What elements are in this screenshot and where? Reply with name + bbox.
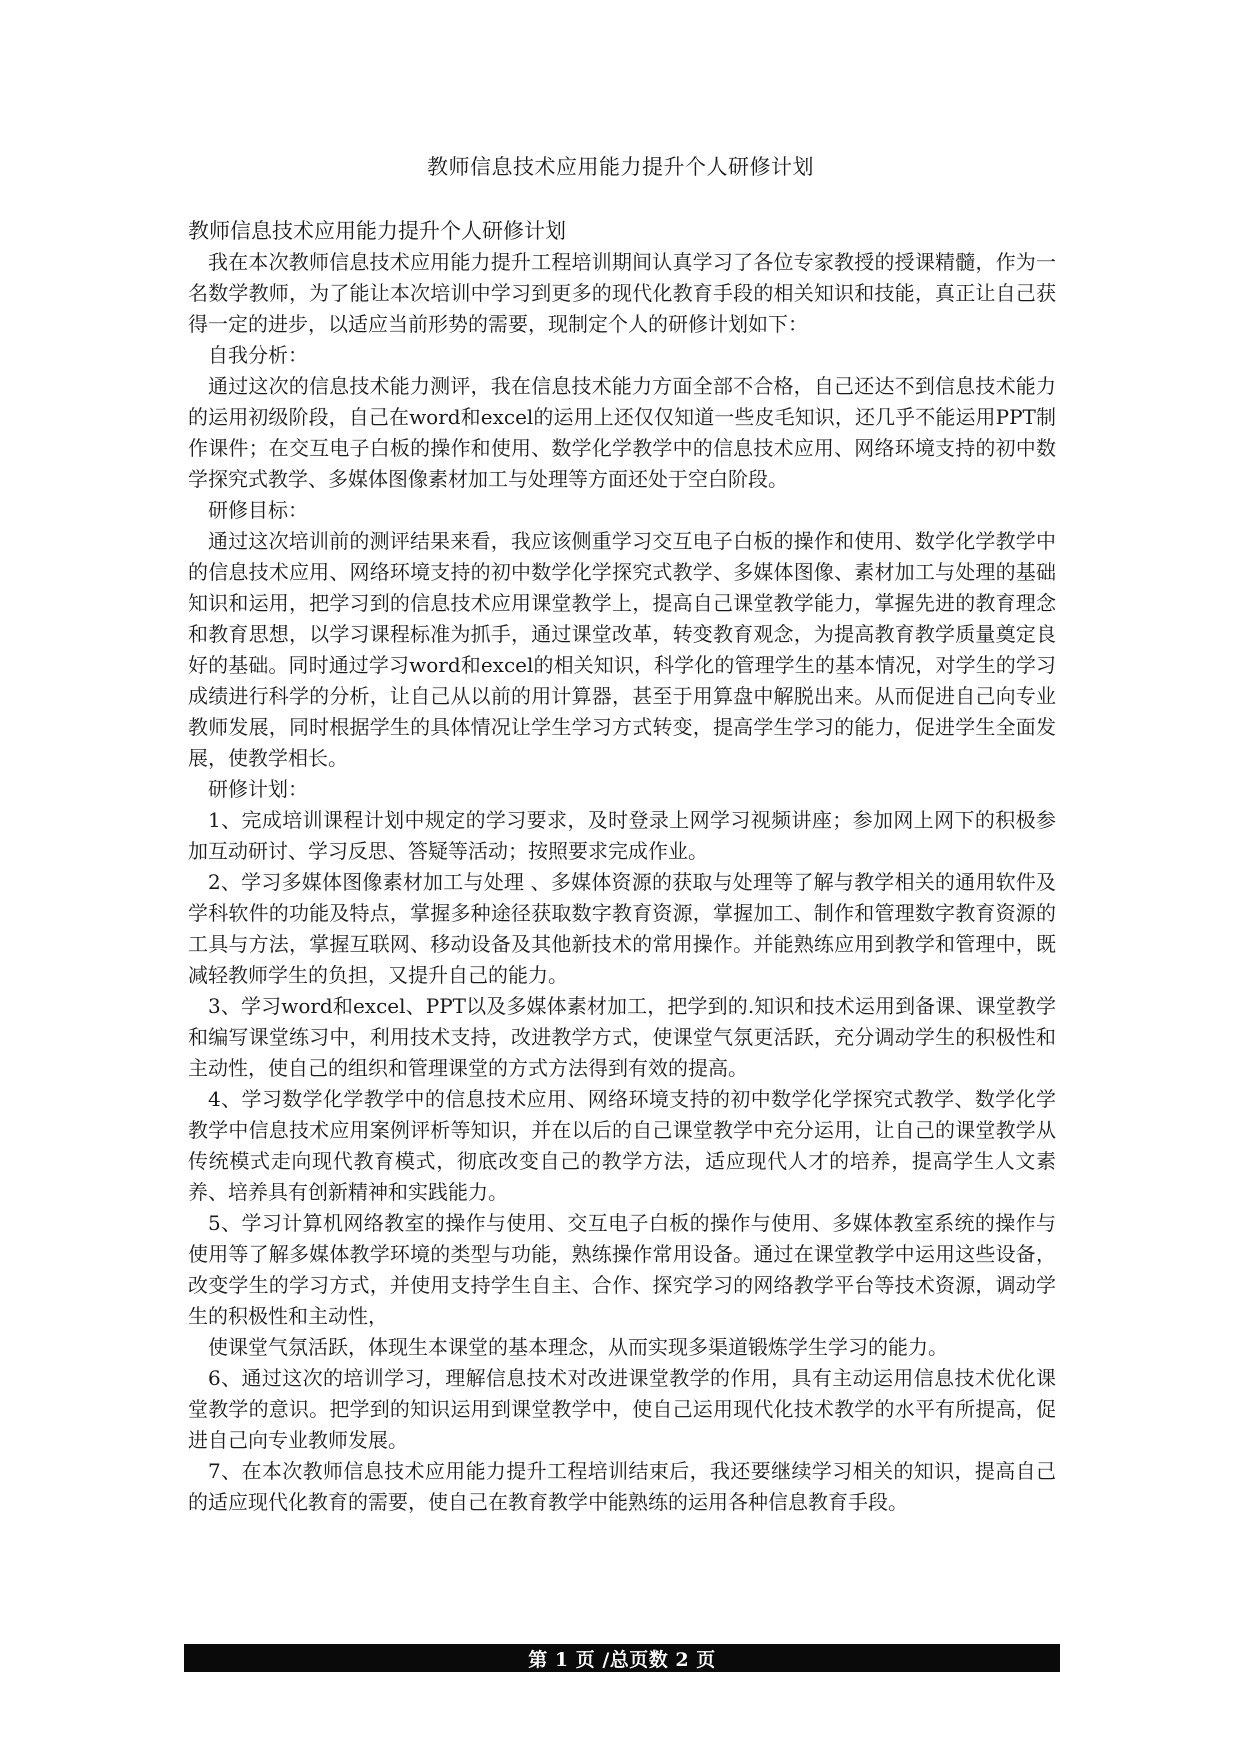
document-heading: 教师信息技术应用能力提升个人研修计划	[188, 219, 566, 243]
plan-item-7: 7、在本次教师信息技术应用能力提升工程培训结束后，我还要继续学习相关的知识，提高自己的适应现代化教育的需要，使自己在教育教学中能熟练的运用各种信息教育手段。	[188, 1459, 1056, 1514]
plan-item-5: 5、学习计算机网络教室的操作与使用、交互电子白板的操作与使用、多媒体教室系统的操作与使用等了解多媒体教学环境的类型与功能，熟练操作常用设备。通过在课堂教学中运用这些设备，改变学生的学习方式，并使用支持学生自主、合作、探究学习的网络教学平台等技术资源，调动学生的积极性和主动性，	[188, 1211, 1056, 1328]
document-body	[188, 216, 1056, 1518]
page-indicator: 第 1 页 /总页数 2 页	[528, 1648, 716, 1671]
plan-item-5-continued: 使课堂气氛活跃，体现生本课堂的基本理念，从而实现多渠道锻炼学生学习的能力。	[208, 1335, 948, 1359]
plan-item-6: 6、通过这次的培训学习，理解信息技术对改进课堂教学的作用，具有主动运用信息技术优化课堂教学的意识。把学到的知识运用到课堂教学中，使自己运用现代化技术教学的水平有所提高，促进自己向专业教师发展。	[188, 1366, 1056, 1452]
intro-paragraph: 我在本次教师信息技术应用能力提升工程培训期间认真学习了各位专家教授的授课精髓，作为一名数学教师，为了能让本次培训中学习到更多的现代化教育手段的相关知识和技能，真正让自己获得一定的进步，以适应当前形势的需要，现制定个人的研修计划如下：	[188, 250, 1056, 336]
page-footer	[184, 1644, 1060, 1672]
plan-item-4: 4、学习数学化学教学中的信息技术应用、网络环境支持的初中数学化学探究式教学、数学化学教学中信息技术应用案例评析等知识，并在以后的自己课堂教学中充分运用，让自己的课堂教学从传统模式走向现代教育模式，彻底改变自己的教学方法，适应现代人才的培养，提高学生人文素养、培养具有创新精神和实践能力。	[188, 1087, 1056, 1204]
self-analysis-paragraph: 通过这次的信息技术能力测评，我在信息技术能力方面全部不合格，自己还达不到信息技术能力的运用初级阶段，自己在word和excel的运用上还仅仅知道一些皮毛知识，还几乎不能运用PPT制作课件；在交互电子白板的操作和使用、数学化学教学中的信息技术应用、网络环境支持的初中数学探究式教学、多媒体图像素材加工与处理等方面还处于空白阶段。	[188, 374, 1056, 491]
section-label-self-analysis: 自我分析：	[208, 343, 308, 367]
section-label-plan: 研修计划：	[208, 777, 308, 801]
section-label-goals: 研修目标：	[208, 498, 308, 522]
plan-item-2: 2、学习多媒体图像素材加工与处理 、多媒体资源的获取与处理等了解与教学相关的通用软件及学科软件的功能及特点，掌握多种途径获取数字教育资源，掌握加工、制作和管理数字教育资源的工具与方法，掌握互联网、移动设备及其他新技术的常用操作。并能熟练应用到教学和管理中，既减轻教师学生的负担，又提升自己的能力。	[188, 870, 1056, 987]
plan-item-3: 3、学习word和excel、PPT以及多媒体素材加工，把学到的.知识和技术运用到备课、课堂教学和编写课堂练习中，利用技术支持，改进教学方式，使课堂气氛更活跃，充分调动学生的积极性和主动性，使自己的组织和管理课堂的方式方法得到有效的提高。	[188, 994, 1056, 1080]
plan-item-1: 1、完成培训课程计划中规定的学习要求，及时登录上网学习视频讲座；参加网上网下的积极参加互动研讨、学习反思、答疑等活动；按照要求完成作业。	[188, 808, 1056, 863]
page-title: 教师信息技术应用能力提升个人研修计划	[427, 155, 814, 179]
goals-paragraph: 通过这次培训前的测评结果来看，我应该侧重学习交互电子白板的操作和使用、数学化学教学中的信息技术应用、网络环境支持的初中数学化学探究式教学、多媒体图像、素材加工与处理的基础知识和运用，把学习到的信息技术应用课堂教学上，提高自己课堂教学能力，掌握先进的教育理念和教育思想，以学习课程标准为抓手，通过课堂改革，转变教育观念，为提高教育教学质量奠定良好的基础。同时通过学习word和excel的相关知识，科学化的管理学生的基本情况，对学生的学习成绩进行科学的分析，让自己从以前的用计算器，甚至于用算盘中解脱出来。从而促进自己向专业教师发展，同时根据学生的具体情况让学生学习方式转变，提高学生学习的能力，促进学生全面发展，使教学相长。	[188, 529, 1056, 770]
